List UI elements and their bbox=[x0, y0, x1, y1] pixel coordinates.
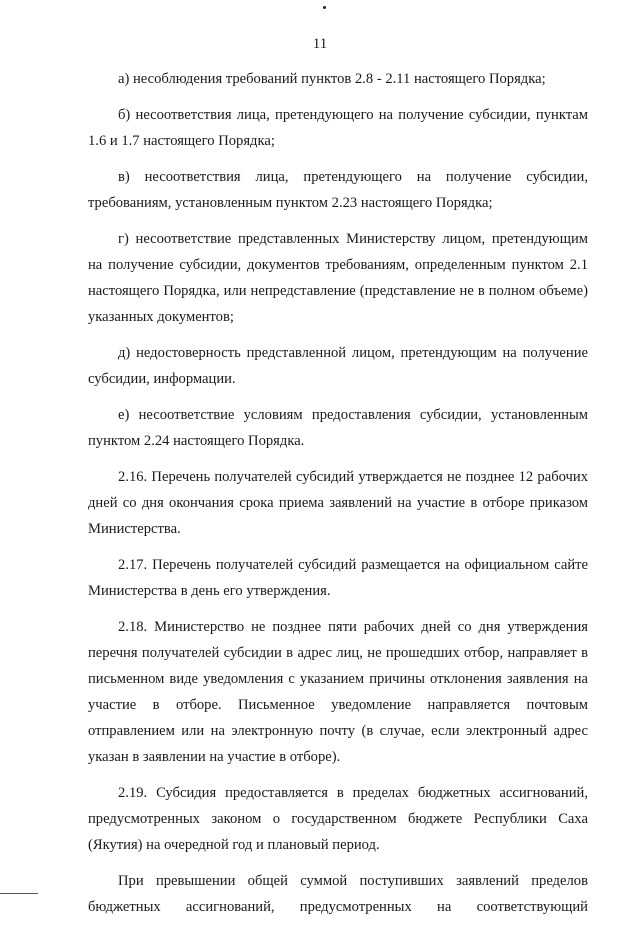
section-2-16: 2.16. Перечень получателей субсидий утверждается не позднее 12 рабочих дней со дня окончания срока приема заявлений на участие в отборе приказом Министерства. bbox=[88, 469, 588, 537]
page-number: 11 bbox=[312, 36, 328, 52]
clause-v: в) несоответствия лица, претендующего на получение субсидии, требованиям, установленным пунктом 2.23 настоящего Порядка; bbox=[88, 169, 588, 211]
section-2-17: 2.17. Перечень получателей субсидий размещается на официальном сайте Министерства в день его утверждения. bbox=[88, 557, 588, 599]
clause-g: г) несоответствие представленных Министерству лицом, претендующим на получение субсидии, документов требованиям, определенным пунктом 2.1 настоящего Порядка, или непредставление (представление не в полном объеме) указанных документов; bbox=[88, 231, 588, 325]
section-2-19: 2.19. Субсидия предоставляется в пределах бюджетных ассигнований, предусмотренных законом о государственном бюджете Республики Саха (Якутия) на очередной год и плановый период. bbox=[88, 785, 588, 853]
scan-edge-mark bbox=[0, 893, 38, 894]
scan-speck bbox=[323, 6, 326, 9]
clause-a: а) несоблюдения требований пунктов 2.8 - 2.11 настоящего Порядка; bbox=[118, 71, 546, 87]
clause-d: д) недостоверность представленной лицом, претендующим на получение субсидии, информации. bbox=[88, 345, 588, 387]
clause-b: б) несоответствия лица, претендующего на получение субсидии, пунктам 1.6 и 1.7 настоящего Порядка; bbox=[88, 107, 588, 149]
section-2-19-continuation: При превышении общей суммой поступивших заявлений пределов бюджетных ассигнований, предусмотренных на соответствующий bbox=[88, 873, 588, 915]
clause-e: е) несоответствие условиям предоставления субсидии, установленным пунктом 2.24 настоящего Порядка. bbox=[88, 407, 588, 449]
section-2-18: 2.18. Министерство не позднее пяти рабочих дней со дня утверждения перечня получателей субсидии в адрес лиц, не прошедших отбор, направляет в письменном виде уведомления с указанием причины отклонения заявления на участие в отборе. Письменное уведомление направляется почтовым отправлением или на электронную почту (в случае, если электронный адрес указан в заявлении на участие в отборе). bbox=[88, 619, 588, 765]
document-body bbox=[88, 66, 588, 930]
